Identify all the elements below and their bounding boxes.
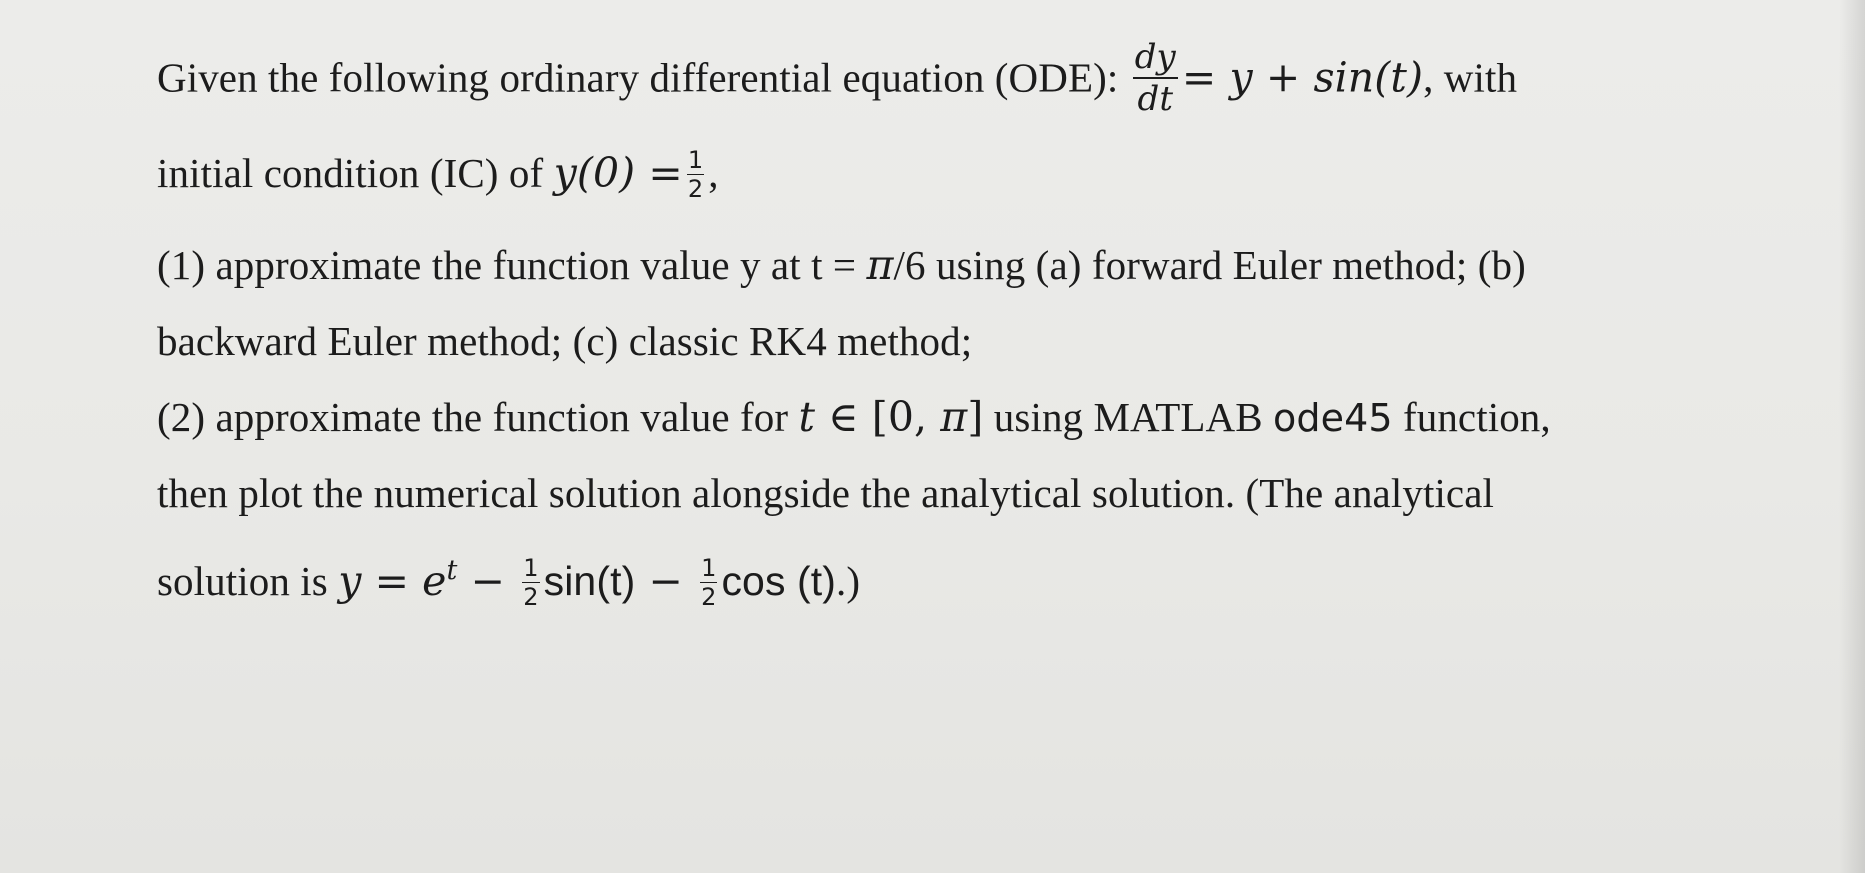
problem-line-5 [157,392,1551,443]
problem-line-3 [157,240,1526,290]
pi-symbol: π [940,393,968,441]
one-half-fraction [700,553,717,612]
part2-text-c: function, [1392,394,1551,440]
dy-dt-fraction [1133,37,1178,119]
pi-symbol: π [866,241,894,289]
interval-open: ∈ [0, [815,393,941,441]
with-text: , with [1423,54,1518,101]
problem-line-6 [157,468,1494,518]
problem-line-1 [157,37,1518,120]
part1-text-b: /6 using (a) forward Euler method; (b) [893,242,1526,288]
solution-intro-text: solution is [157,558,339,604]
t-variable: t [798,393,816,441]
ode-right-hand-side: = y + sin(t) [1181,53,1424,102]
comma: , [708,150,719,196]
fraction-denominator: 2 [701,583,717,612]
part1-text-a: (1) approximate the function value y at t = [157,242,867,288]
cos-term: cos (t) [721,558,837,604]
one-half-fraction [522,553,539,612]
part2-text-b: using MATLAB [983,394,1274,440]
initial-condition-lhs: y(0) = [553,149,683,197]
minus-sign: − [457,557,519,605]
part1-methods-text: backward Euler method; (c) classic RK4 method; [157,318,973,364]
ode-intro-text: Given the following ordinary differential equation (ODE): [157,54,1129,101]
minus-sign: − [635,557,697,605]
initial-condition-text: initial condition (IC) of [157,150,554,196]
closing-text: .) [836,558,861,604]
fraction-numerator: 1 [523,553,539,582]
edge-shadow [1839,0,1865,873]
y-equals-e: y = e [338,557,447,605]
plot-instruction-text: then plot the numerical solution alongside the analytical solution. (The analytical [157,470,1495,516]
problem-line-2 [157,145,719,204]
fraction-denominator: 2 [523,583,539,612]
ode45-code: ode45 [1273,396,1393,440]
fraction-numerator: 1 [701,553,717,582]
exponent-t: t [446,555,458,586]
fraction-numerator: 1 [687,145,704,174]
interval-close: ] [967,393,984,441]
fraction-denominator: dt [1137,79,1174,119]
problem-line-4 [157,316,972,366]
problem-line-7 [157,553,861,612]
fraction-numerator: dy [1134,37,1176,77]
part2-text-a: (2) approximate the function value for [157,394,799,440]
sin-term: sin(t) [543,558,636,604]
one-half-fraction [687,145,704,204]
fraction-denominator: 2 [687,175,704,204]
